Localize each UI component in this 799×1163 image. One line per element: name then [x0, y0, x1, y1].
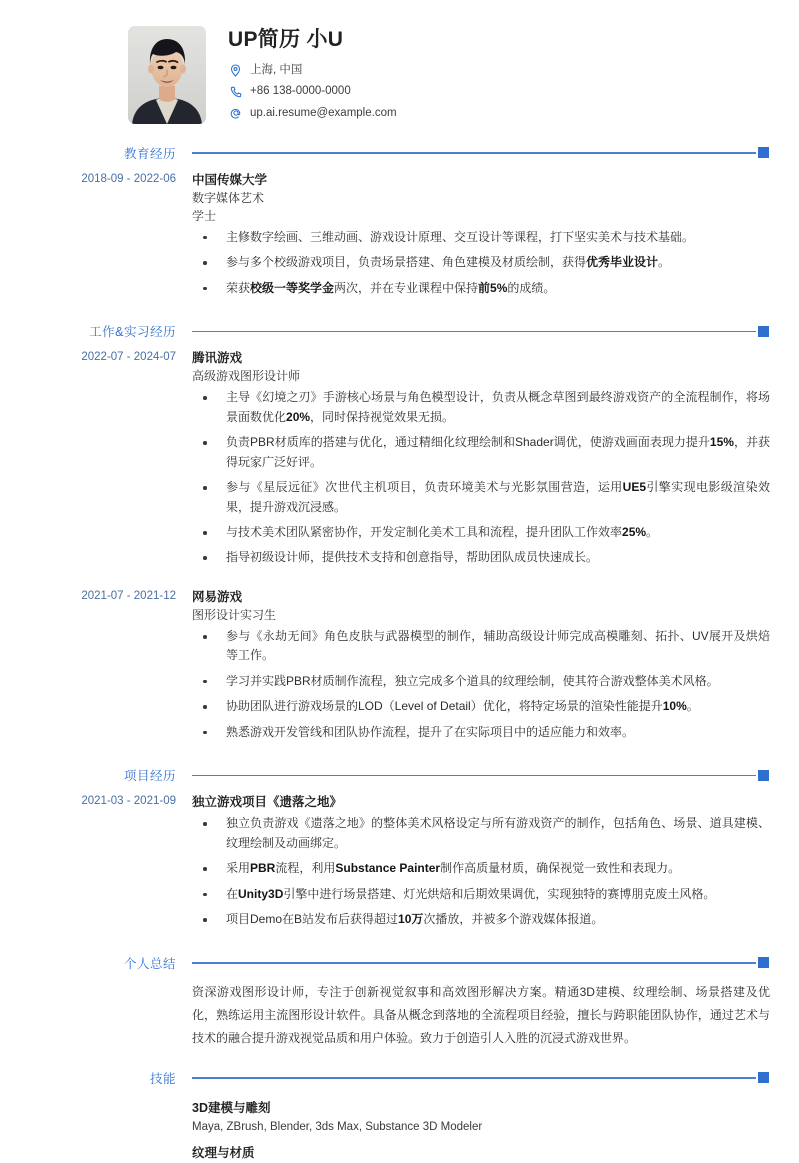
skill-category: 纹理与材质: [192, 1146, 255, 1161]
skill-items: Maya, ZBrush, Blender, 3ds Max, Substance 3D Modeler: [192, 1120, 483, 1133]
entry-date: 2021-03 - 2021-09: [81, 795, 176, 808]
job-title: 高级游戏图形设计师: [192, 369, 301, 384]
contact-email: [228, 105, 397, 122]
bullet-item: 参与《星辰远征》次世代主机项目，负责环境美术与光影氛围营造，运用UE5引擎实现电影级渲染效果，提升游戏沉浸感。: [192, 478, 770, 517]
bullet-item: 负责PBR材质库的搭建与优化，通过精细化纹理绘制和Shader调优，使游戏画面表现力提升15%，并获得玩家广泛好评。: [192, 433, 770, 472]
bullet-item: 熟悉游戏开发管线和团队协作流程，提升了在实际项目中的适应能力和效率。: [192, 723, 770, 742]
work-entry: [0, 349, 799, 574]
contact-email-text: up.ai.resume@example.com: [250, 106, 397, 119]
bullet-list: [192, 627, 770, 742]
skills-body: [192, 1096, 770, 1163]
bullet-item: 参与多个校级游戏项目，负责场景搭建、角色建模及材质绘制，获得优秀毕业设计。: [192, 253, 770, 272]
bullet-list: [192, 814, 770, 929]
summary-block: [0, 981, 799, 1051]
skills-block: [0, 1096, 799, 1163]
contact-location: [228, 62, 397, 79]
entry-body: [192, 349, 770, 574]
section-header-education: [0, 144, 799, 162]
project-entry: [0, 793, 799, 935]
section-label-skills: 技能: [149, 1071, 176, 1086]
bullet-item: 项目Demo在B站发布后获得超过10万次播放，并被多个游戏媒体报道。: [192, 910, 770, 929]
contact-phone: [228, 83, 397, 100]
organization-name: 中国传媒大学: [192, 172, 268, 187]
bullet-item: 主修数字绘画、三维动画、游戏设计原理、交互设计等课程，打下坚实美术与技术基础。: [192, 228, 770, 247]
project-name: 独立游戏项目《遗落之地》: [192, 795, 343, 810]
entry-date: 2021-07 - 2021-12: [81, 589, 176, 602]
work-entry: [0, 588, 799, 748]
entry-date: 2022-07 - 2024-07: [81, 351, 176, 364]
section-header-summary: [0, 954, 799, 972]
education-entry: [0, 171, 799, 304]
major-name: 数字媒体艺术: [192, 190, 265, 205]
bullet-item: 指导初级设计师，提供技术支持和创意指导，帮助团队成员快速成长。: [192, 548, 770, 567]
avatar: [128, 26, 206, 124]
entry-body: [192, 793, 770, 935]
bullet-item: 荣获校级一等奖学金两次，并在专业课程中保持前5%的成绩。: [192, 279, 770, 298]
section-rule: [192, 770, 769, 781]
at-email-icon: [228, 106, 243, 120]
bullet-item: 采用PBR流程，利用Substance Painter制作高质量材质，确保视觉一致性和表现力。: [192, 859, 770, 878]
identity-block: [228, 26, 397, 126]
degree-name: 学士: [192, 208, 217, 223]
section-label-work: 工作&实习经历: [89, 325, 176, 340]
section-label-projects: 项目经历: [123, 769, 176, 784]
entry-body: [192, 588, 770, 748]
job-title: 图形设计实习生: [192, 608, 277, 623]
gutter: [0, 981, 192, 1051]
resume-header: [0, 0, 799, 126]
bullet-item: 独立负责游戏《遗落之地》的整体美术风格设定与所有游戏资产的制作，包括角色、场景、道具建模、纹理绘制及动画绑定。: [192, 814, 770, 853]
bullet-item: 主导《幻境之刃》手游核心场景与角色模型设计，负责从概念草图到最终游戏资产的全流程制作，将场景面数优化20%，同时保持视觉效果无损。: [192, 388, 770, 427]
section-rule: [192, 147, 769, 158]
organization-name: 腾讯游戏: [192, 351, 243, 366]
bullet-list: [192, 388, 770, 568]
bullet-item: 与技术美术团队紧密协作，开发定制化美术工具和流程，提升团队工作效率25%。: [192, 523, 770, 542]
entry-date: 2018-09 - 2022-06: [81, 172, 176, 185]
section-rule: [192, 326, 769, 337]
bullet-list: [192, 228, 770, 298]
section-rule: [192, 957, 769, 968]
section-header-projects: [0, 766, 799, 784]
location-pin-icon: [228, 64, 243, 78]
summary-text: 资深游戏图形设计师，专注于创新视觉叙事和高效图形解决方案。精通3D建模、纹理绘制、场景搭建及优化，熟练运用主流图形设计软件。具备从概念到落地的全流程项目经验，擅长与跨职能团队协作，通过艺术与技术的融合提升游戏视觉品质和用户体验。致力于创造引人入胜的沉浸式游戏世界。: [192, 984, 770, 1046]
skill-category: 3D建模与雕刻: [192, 1100, 271, 1115]
bullet-item: 在Unity3D引擎中进行场景搭建、灯光烘焙和后期效果调优，实现独特的赛博朋克废土风格。: [192, 885, 770, 904]
phone-icon: [228, 85, 243, 99]
bullet-item: 学习并实践PBR材质制作流程，独立完成多个道具的纹理绘制，使其符合游戏整体美术风格。: [192, 672, 770, 691]
bullet-item: 参与《永劫无间》角色皮肤与武器模型的制作，辅助高级设计师完成高模雕刻、拓扑、UV展开及烘焙等工作。: [192, 627, 770, 666]
bullet-item: 协助团队进行游戏场景的LOD（Level of Detail）优化，将特定场景的渲染性能提升10%。: [192, 697, 770, 716]
section-header-skills: [0, 1069, 799, 1087]
section-header-work: [0, 322, 799, 340]
contact-phone-text: +86 138-0000-0000: [250, 85, 351, 98]
section-rule: [192, 1072, 769, 1083]
contact-location-text: 上海, 中国: [250, 64, 303, 77]
organization-name: 网易游戏: [192, 589, 243, 604]
entry-body: [192, 171, 770, 304]
section-label-summary: 个人总结: [123, 956, 176, 971]
page-title: UP简历 小U: [228, 28, 344, 51]
section-label-education: 教育经历: [123, 146, 176, 161]
gutter: [0, 1096, 192, 1163]
